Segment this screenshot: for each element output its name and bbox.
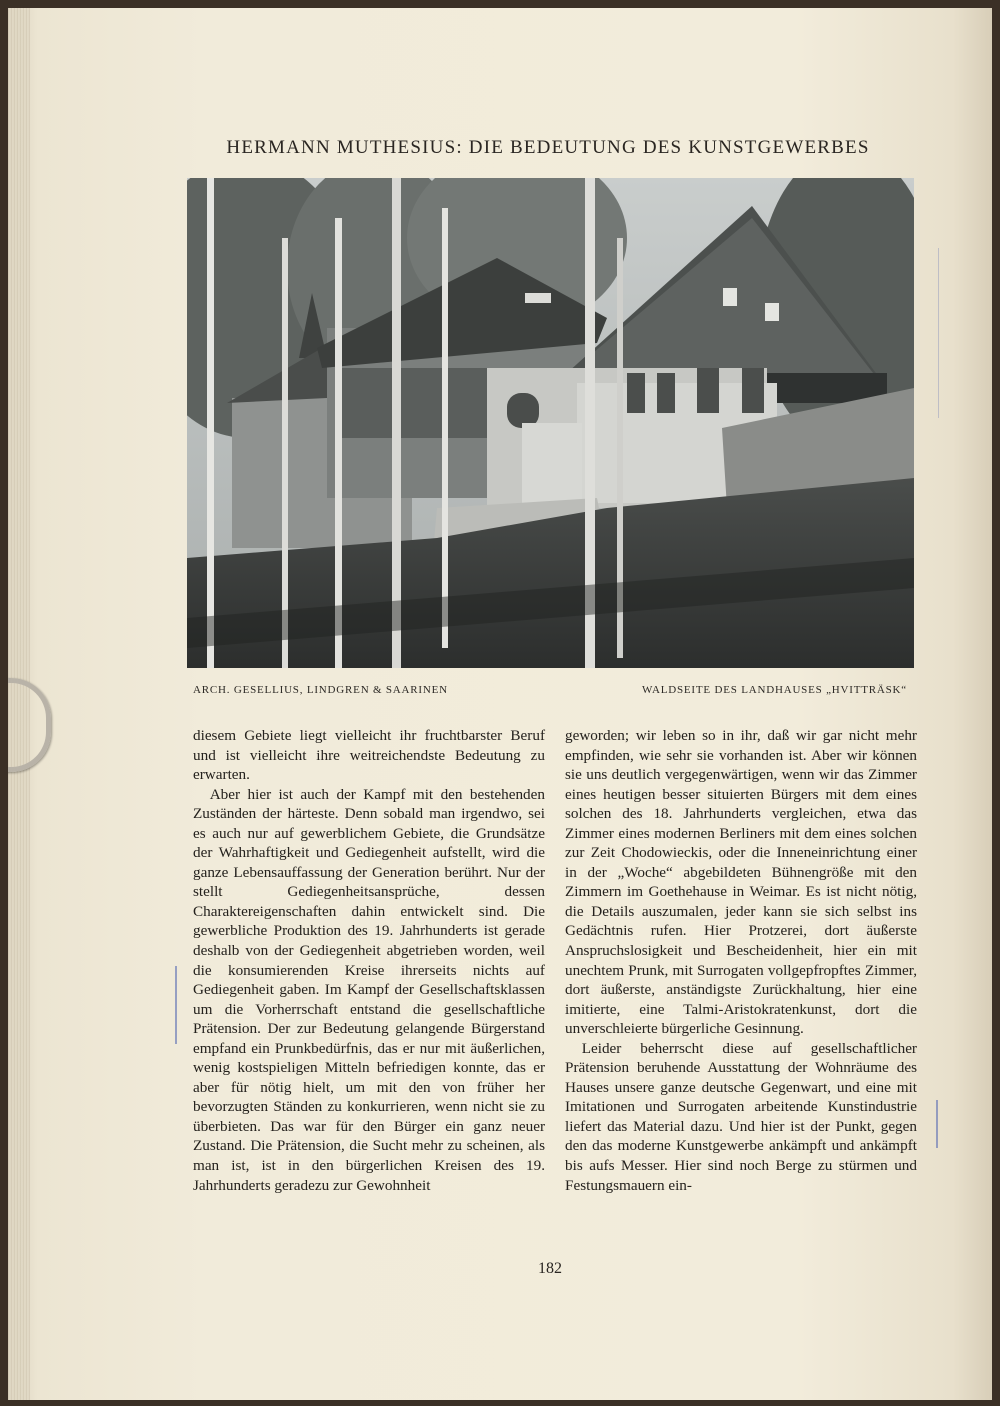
house-photograph [187,178,914,668]
photo-caption-architect: ARCH. GESELLIUS, LINDGREN & SAARINEN [193,684,448,696]
pencil-margin-mark [175,966,177,1044]
paragraph: Aber hier ist auch der Kampf mit den bestehenden Zuständen der härteste. Denn sobald man irgendwo, sei es auch nur auf gewerblichem Gebiete, die Grundsätze der Wahrhaftigkeit und Gediegenheit aufstellt, wird die ganze Lebensauffassung der Generation berührt. Nur der stellt Gediegenheitsansprüche, dessen Charaktereigenschaften dahin entwickelt sind. Die gewerbliche Produktion des 19. Jahrhunderts ist gerade deshalb von der Gediegenheit abgetrieben worden, weil die konsumierenden Kreise ihrerseits nichts auf Gediegenheit gaben. Im Kampf der Gesellschaftsklassen um die Vorherrschaft entstand die gesellschaftliche Prätension. Der zur Bedeutung gelangende Bürgerstand empfand ein Prunkbedürfnis, das er nur mit äußerlichen, wenig kostspieligen Mitteln befriedigen konnte, das er aber für nötig hielt, um mit den von früher her bevorzugten Ständen zu konkurrieren, wenn nicht sie zu überbieten. Das war für den Bürger ein ganz neuer Zustand. Die Prätension, die Sucht mehr zu scheinen, als man ist, ist in den bürgerlichen Kreisen des 19. Jahrhunderts geradezu zur Gewohnheit [193,785,545,1194]
pencil-margin-mark [936,1100,938,1148]
pencil-margin-mark [938,248,939,418]
photo-caption-title: WALDSEITE DES LANDHAUSES „HVITTRÄSK“ [642,684,907,696]
text-column-right [565,726,917,1195]
paragraph: Leider beherrscht diese auf gesellschaftlicher Prätension beruhende Ausstattung der Wohnräume des Hauses unsere ganze deutsche Gegenwart, und eine mit Imitationen und Surrogaten arbeitende Kunstindustrie liefert das Material dazu. Und hier ist der Punkt, gegen den das moderne Kunstgewerbe ankämpft und ankämpft bis aufs Messer. Hier sind noch Berge zu stürmen und Festungsmauern ein- [565,1039,917,1194]
text-column-left [193,726,545,1195]
page-number: 182 [538,1260,562,1277]
book-page [8,8,992,1400]
running-head: HERMANN MUTHESIUS: DIE BEDEUTUNG DES KUNSTGEWERBES [226,137,870,158]
paper-clip [8,678,51,772]
paragraph: diesem Gebiete liegt vielleicht ihr fruchtbarster Beruf und ist vielleicht ihre weitreichendste Bedeutung zu erwarten. [193,727,545,784]
house-photo-drawing [187,178,914,668]
paragraph: geworden; wir leben so in ihr, daß wir gar nicht mehr empfinden, wie sehr sie vorhanden ist. Aber wir können sie uns deutlich vergegenwärtigen, wenn wir das Zimmer eines heutigen besser situierten Bürgers mit dem eines solchen des 18. Jahrhunderts vergleichen, etwa das Zimmer eines modernen Berliners mit dem eines solchen zur Zeit Chodowieckis, oder die Inneneinrichtung einer in der „Woche“ abgebildeten Bühnengröße mit den Zimmern im Goethehause in Weimar. Es ist nicht nötig, die Details auszumalen, jeder kann sie sich selbst ins Gedächtnis rufen. Hier Protzerei, dort äußerste Anspruchslosigkeit und Bescheidenheit, hier ein mit unechtem Prunk, mit Surrogaten vollgepfropftes Zimmer, dort äußerste, anständigste Zurückhaltung, hier eine imitierte, eine Talmi-Aristokratenkunst, dort die unverschleierte bürgerliche Gesinnung. [565,727,917,1038]
